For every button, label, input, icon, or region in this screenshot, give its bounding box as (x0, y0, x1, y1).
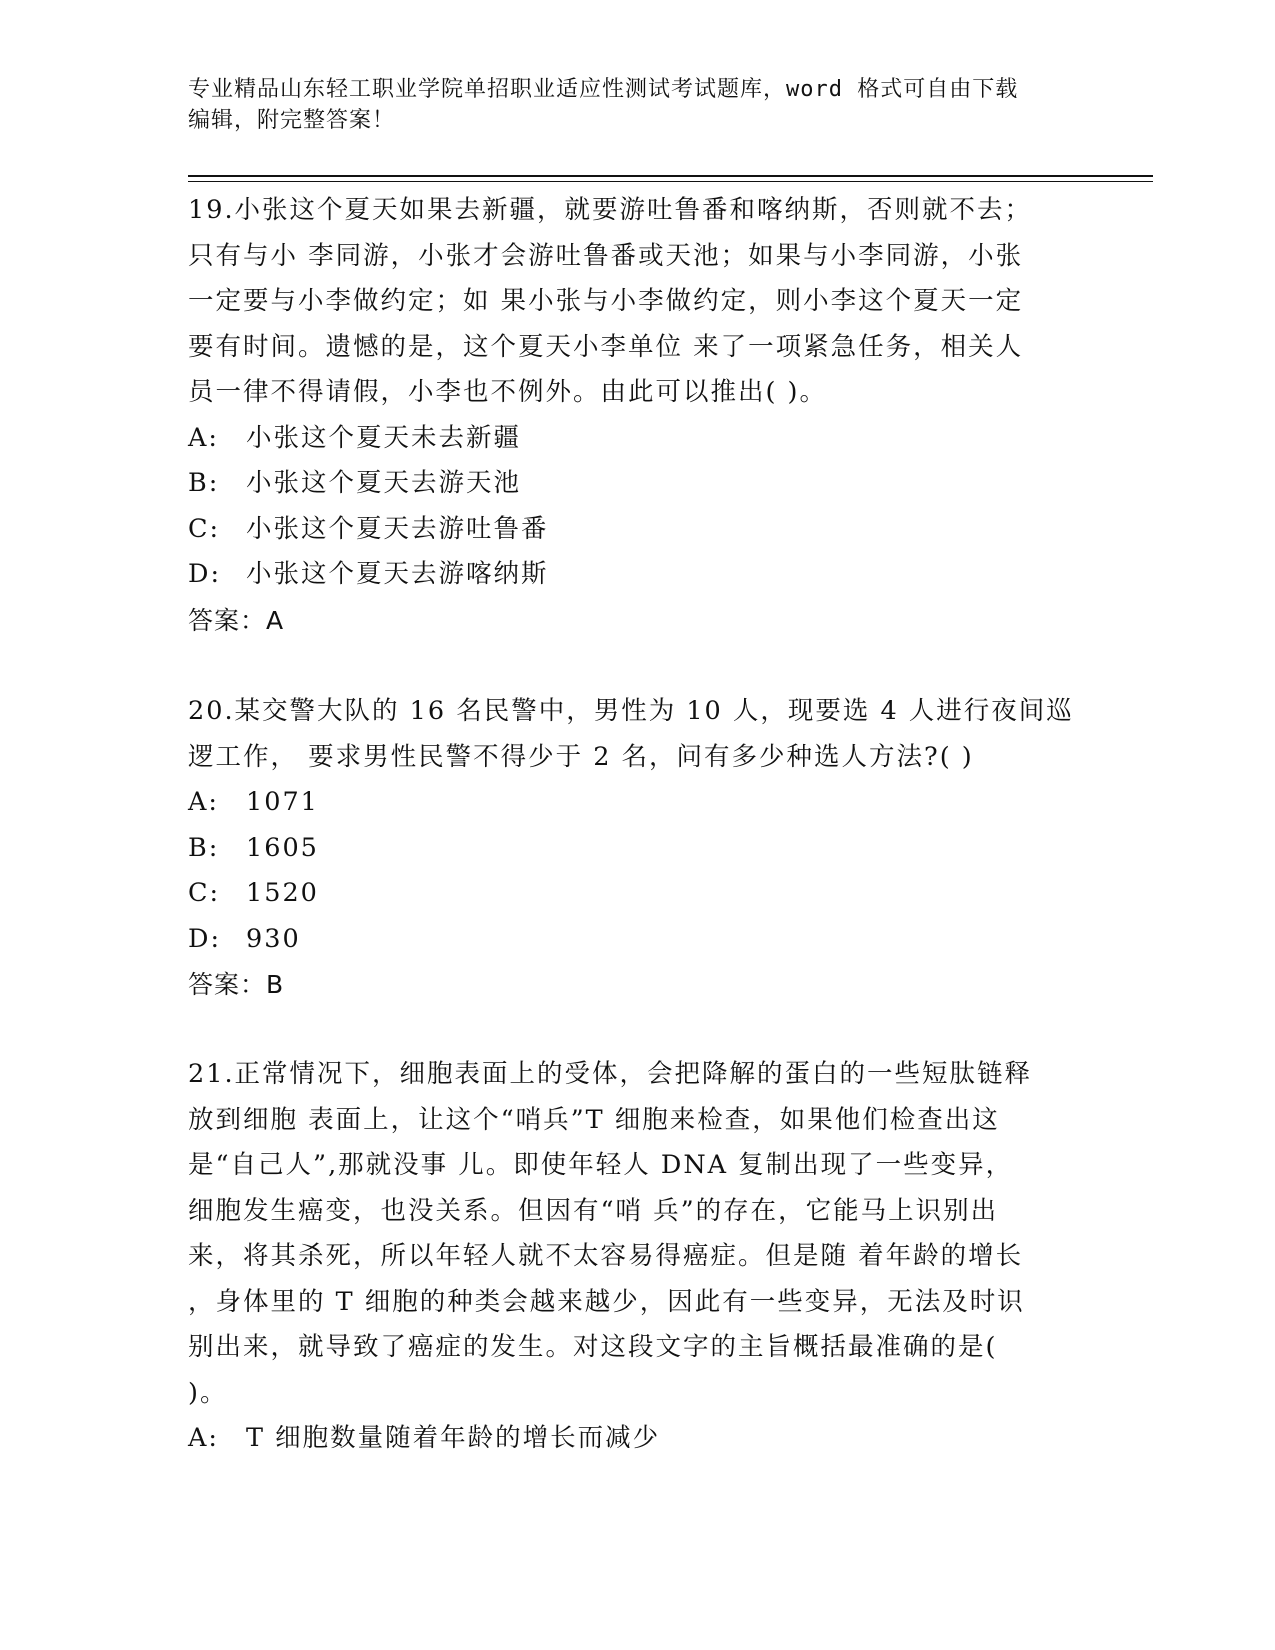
question-19-answer: 答案：A (188, 605, 285, 635)
question-21-line-1: 21.正常情况下，细胞表面上的受体，会把降解的蛋白的一些短肽链释 (188, 1059, 1033, 1089)
option-text: 小张这个夏天去游喀纳斯 (246, 559, 549, 589)
question-19 (188, 188, 1068, 643)
question-20-option-d (188, 917, 1068, 963)
option-text: T 细胞数量随着年龄的增长而减少 (246, 1423, 661, 1453)
question-20-answer: 答案：B (188, 970, 285, 999)
question-20 (188, 689, 1074, 1008)
option-text: 小张这个夏天去游吐鲁番 (246, 513, 549, 544)
option-key: C: (188, 513, 221, 544)
question-21 (188, 1052, 1068, 1462)
question-21-line-7: 别出来，就导致了癌症的发生。对这段文字的主旨概括最准确的是( (188, 1332, 998, 1362)
option-key: D: (188, 559, 222, 589)
option-key: D: (188, 923, 222, 954)
option-key: A: (188, 787, 220, 817)
question-19-line-2: 只有与小 李同游，小张才会游吐鲁番或天池；如果与小李同游，小张 (188, 240, 1024, 271)
question-21-line-4: 细胞发生癌变，也没关系。但因有“哨 兵”的存在，它能马上识别出 (188, 1195, 999, 1226)
header-rule-thick (188, 175, 1153, 177)
option-text: 1071 (246, 787, 319, 817)
question-19-option-c (188, 507, 1068, 553)
question-21-line-6: ，身体里的 T 细胞的种类会越来越少，因此有一些变异，无法及时识 (188, 1286, 1025, 1317)
header-rule-thin (188, 181, 1153, 182)
question-20-option-b (188, 826, 1068, 872)
question-19-line-5: 员一律不得请假，小李也不例外。由此可以推出( )。 (188, 377, 828, 407)
question-19-option-d (188, 552, 1068, 598)
option-key: A: (188, 1423, 220, 1453)
header-line-2: 编辑，附完整答案！ (188, 108, 396, 133)
question-21-line-5: 来，将其杀死，所以年轻人就不太容易得癌症。但是随 着年龄的增长 (188, 1241, 1024, 1271)
question-21-line-2: 放到细胞 表面上，让这个“哨兵”T 细胞来检查，如果他们检查出这 (188, 1104, 1000, 1135)
question-20-line-1: 20.某交警大队的 16 名民警中，男性为 10 人，现要选 4 人进行夜间巡 (188, 696, 1074, 726)
question-19-line-4: 要有时间。遗憾的是，这个夏天小李单位 来了一项紧急任务，相关人 (188, 331, 1024, 362)
option-text: 小张这个夏天未去新疆 (246, 422, 522, 453)
question-21-line-8: )。 (188, 1377, 228, 1408)
question-21-option-a (188, 1416, 1068, 1462)
page-header (188, 74, 1068, 136)
question-19-line-1: 19.小张这个夏天如果去新疆，就要游吐鲁番和喀纳斯，否则就不去； (188, 195, 1033, 225)
header-line-1: 专业精品山东轻工职业学院单招职业适应性测试考试题库，word 格式可自由下载 (188, 77, 1019, 102)
question-19-line-3: 一定要与小李做约定；如 果小张与小李做约定，则小李这个夏天一定 (188, 286, 1024, 316)
option-key: B: (188, 832, 220, 863)
option-text: 小张这个夏天去游天池 (246, 468, 522, 498)
question-20-line-2: 逻工作， 要求男性民警不得少于 2 名，问有多少种选人方法?( ) (188, 741, 974, 772)
question-19-option-b (188, 461, 1068, 507)
option-key: B: (188, 468, 220, 498)
question-20-option-a (188, 780, 1068, 826)
question-21-line-3: 是“自己人”,那就没事 儿。即使年轻人 DNA 复制出现了一些变异， (188, 1150, 1014, 1180)
question-19-option-a (188, 416, 1068, 462)
option-key: C: (188, 878, 221, 908)
option-text: 1520 (246, 878, 319, 908)
option-key: A: (188, 422, 220, 453)
option-text: 930 (246, 923, 301, 954)
question-20-option-c (188, 871, 1068, 917)
option-text: 1605 (246, 832, 319, 863)
